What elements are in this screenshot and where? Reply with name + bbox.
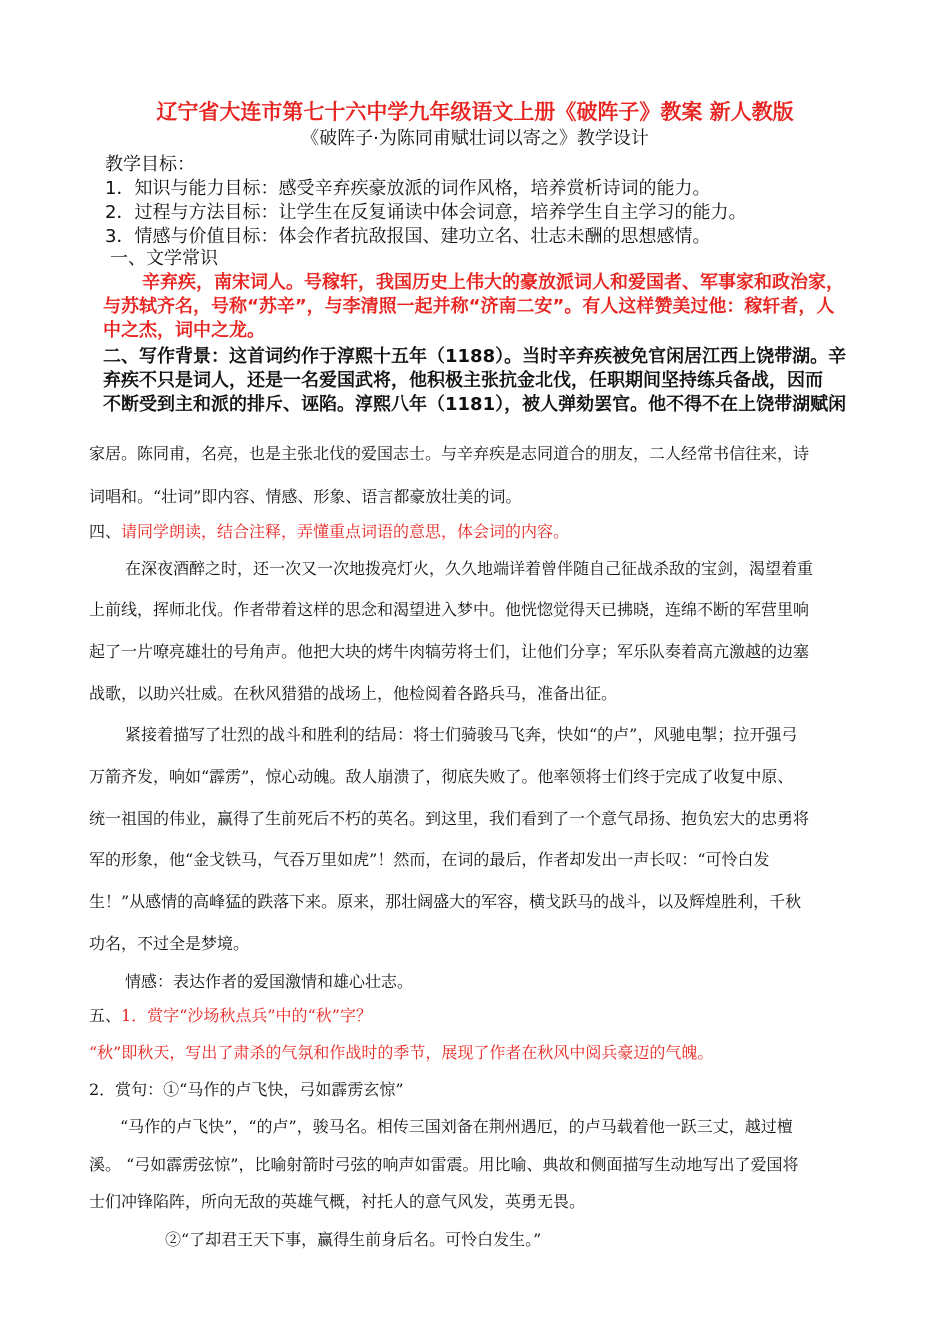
section-2-line: 不断受到主和派的排斥、诬陷。淳熙八年（1181），被人弹劾罢官。他不得不在上饶带湖赋闲	[103, 394, 847, 415]
question-1: 1．赏字“沙场秋点兵”中的“秋”字？	[121, 1006, 372, 1025]
document-title: 辽宁省大连市第七十六中学九年级语文上册《破阵子》教案 新人教版	[156, 100, 794, 124]
objectives-heading: 教学目标：	[105, 154, 195, 175]
paragraph-line: 军的形象，他“金戈铁马，气吞万里如虎”！然而，在词的最后，作者却发出一声长叹：“可怜白发	[89, 850, 770, 869]
paragraph-line: 在深夜酒醉之时，还一次又一次地拨亮灯火，久久地端详着曾伴随自己征战杀敌的宝剑，渴望着重	[125, 559, 814, 578]
paragraph-line: 功名，不过全是梦境。	[89, 934, 250, 953]
section-1-heading: 一、文学常识	[110, 248, 218, 269]
section-4-instruction: 请同学朗读，结合注释，弄懂重点词语的意思，体会词的内容。	[121, 522, 570, 541]
answer-1: “秋”即秋天，写出了肃杀的气氛和作战时的季节，展现了作者在秋风中阅兵豪迈的气魄。	[89, 1043, 714, 1062]
section-1-line: 辛弃疾，南宋词人。号稼轩，我国历史上伟大的豪放派词人和爱国者、军事家和政治家，	[142, 272, 844, 293]
paragraph-line: 统一祖国的伟业，赢得了生前死后不朽的英名。到这里，我们看到了一个意气昂扬、抱负宏大的忠勇将	[89, 809, 810, 828]
answer-line: 士们冲锋陷阵，所向无敌的英雄气概，衬托人的意气风发，英勇无畏。	[89, 1192, 586, 1211]
section-1-line: 中之杰，词中之龙。	[103, 320, 265, 341]
paragraph-line: 战歌，以助兴壮威。在秋风猎猎的战场上，他检阅着各路兵马，准备出征。	[89, 684, 618, 703]
question-3: ②“了却君王天下事，赢得生前身后名。可怜白发生。”	[165, 1230, 542, 1249]
objective-item: 1．知识与能力目标：感受辛弃疾豪放派的词作风格，培养赏析诗词的能力。	[105, 178, 711, 199]
document-subtitle: 《破阵子·为陈同甫赋壮词以寄之》教学设计	[301, 128, 649, 149]
section-2-line: 家居。陈同甫，名亮，也是主张北伐的爱国志士。与辛弃疾是志同道合的朋友，二人经常书信往来，诗	[89, 444, 810, 463]
section-4-heading	[89, 519, 569, 542]
objective-item: 2．过程与方法目标：让学生在反复诵读中体会词意，培养学生自主学习的能力。	[105, 202, 747, 223]
section-4-label: 四、	[89, 522, 122, 541]
emotion-summary: 情感：表达作者的爱国激情和雄心壮志。	[125, 972, 414, 991]
section-1-line: 与苏轼齐名，号称“苏辛”，与李清照一起并称“济南二安”。有人这样赞美过他：稼轩者，人	[103, 296, 835, 317]
answer-line: 溪。 “弓如霹雳弦惊”，比喻射箭时弓弦的响声如雷震。用比喻、典故和侧面描写生动地写出了爱国将	[89, 1155, 799, 1174]
objective-item: 3．情感与价值目标：体会作者抗敌报国、建功立名、壮志未酬的思想感情。	[105, 226, 711, 247]
paragraph-line: 上前线，挥师北伐。作者带着这样的思念和渴望进入梦中。他恍惚觉得天已拂晓，连绵不断的军营里响	[89, 600, 810, 619]
paragraph-line: 生！”从感情的高峰猛的跌落下来。原来，那壮阔盛大的军容，横戈跃马的战斗，以及辉煌胜利，千秋	[89, 892, 802, 911]
paragraph-line: 起了一片嘹亮雄壮的号角声。他把大块的烤牛肉犒劳将士们，让他们分享；军乐队奏着高亢激越的边塞	[89, 642, 810, 661]
answer-line: “马作的卢飞快”，“的卢”，骏马名。相传三国刘备在荆州遇厄，的卢马载着他一跃三丈，越过檀	[120, 1117, 793, 1136]
paragraph-line: 万箭齐发，响如“霹雳”，惊心动魄。敌人崩溃了，彻底失败了。他率领将士们终于完成了收复中原、	[89, 767, 794, 786]
section-5-label: 五、	[89, 1006, 122, 1025]
question-2: 2．赏句：①“马作的卢飞快，弓如霹雳玄惊”	[89, 1080, 404, 1099]
section-2-line: 词唱和。“壮词”即内容、情感、形象、语言都豪放壮美的词。	[89, 487, 522, 506]
section-2-line: 弃疾不只是词人，还是一名爱国武将，他积极主张抗金北伐，任职期间坚持练兵备战，因而	[103, 370, 823, 391]
paragraph-line: 紧接着描写了壮烈的战斗和胜利的结局：将士们骑骏马飞奔，快如“的卢”，风驰电掣；拉开强弓	[125, 725, 798, 744]
section-2-line: 二、写作背景：这首词约作于淳熙十五年（1188）。当时辛弃疾被免官闲居江西上饶带湖。辛	[103, 346, 847, 367]
section-5-question	[89, 1003, 372, 1026]
